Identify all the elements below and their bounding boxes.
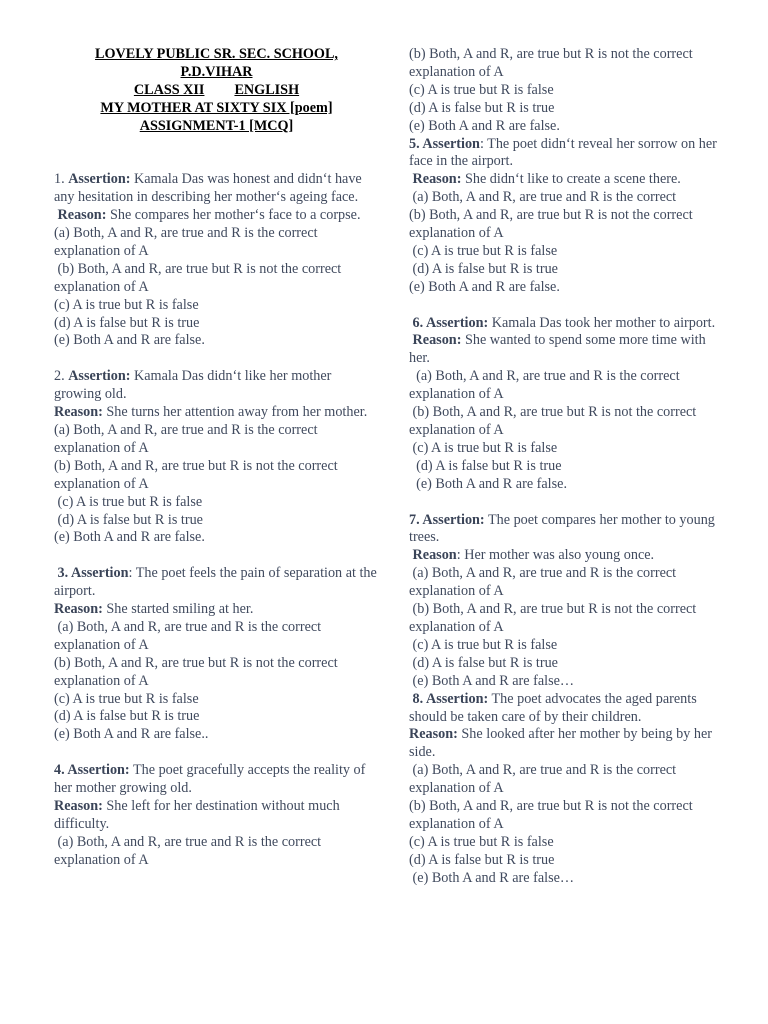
reason-label: Reason:: [412, 332, 462, 349]
option-c: (c) A is true but R is false: [409, 833, 554, 850]
assertion-label: 6. Assertion:: [412, 314, 489, 331]
option-b: (b) Both, A and R, are true but R is not the correct explanation of A: [409, 601, 697, 635]
option-d: (d) A is false but R is true: [412, 654, 558, 671]
assertion-label: 8. Assertion:: [412, 690, 489, 707]
reason-text: She looked after her mother by being by her side.: [409, 726, 712, 761]
assertion-text: : The poet didn‘t reveal her sorrow on her face in the airport.: [409, 135, 717, 170]
option-a: (a) Both, A and R, are true and R is the correct explanation of A: [409, 762, 677, 797]
assertion-label: 7. Assertion:: [409, 511, 485, 528]
option-a: (a) Both, A and R, are true and R is the correct explanation of A: [54, 421, 318, 456]
poem-title: MY MOTHER AT SIXTY SIX [poem]: [100, 99, 333, 116]
question-6: [409, 315, 729, 494]
option-d: (d) A is false but R is true: [54, 708, 200, 725]
option-d: (d) A is false but R is true: [57, 511, 203, 528]
assertion-text: The poet gracefully accepts the reality of her mother growing old.: [54, 762, 366, 797]
document-header: [54, 46, 379, 136]
reason-label: Reason:: [54, 601, 103, 618]
assertion-4: [54, 762, 379, 798]
option-b: (b) Both, A and R, are true but R is not the correct explanation of A: [54, 260, 342, 295]
question-2: [54, 368, 379, 547]
question-3: [54, 565, 379, 744]
question-number: 2.: [54, 368, 69, 385]
option-e: (e) Both A and R are false..: [54, 726, 209, 743]
option-e: (e) Both A and R are false.: [54, 529, 205, 546]
reason-5: [409, 171, 729, 189]
assertion-label: Assertion:: [68, 171, 131, 188]
assertion-7: [409, 512, 729, 548]
reason-8: [409, 726, 729, 762]
option-a: (a) Both, A and R, are true and R is the correct explanation of A: [409, 368, 680, 403]
assertion-text: Kamala Das was honest and didn‘t have any hesitation in describing her mother‘s ageing face.: [54, 171, 362, 206]
option-b: (b) Both, A and R, are true but R is not the correct explanation of A: [409, 798, 693, 832]
option-c: (c) A is true but R is false: [412, 636, 558, 653]
assertion-1: [54, 171, 379, 207]
option-e: (e) Both A and R are false…: [412, 672, 575, 689]
assertion-text: The poet advocates the aged parents should be taken care of by their children.: [409, 690, 697, 725]
option-d: (d) A is false but R is true: [409, 99, 555, 116]
school-name: LOVELY PUBLIC SR. SEC. SCHOOL,: [95, 46, 338, 62]
question-7: [409, 512, 729, 691]
option-c: (c) A is true but R is false: [412, 439, 558, 456]
reason-text: She compares her mother‘s face to a corpse.: [106, 207, 361, 224]
option-e: (e) Both A and R are false.: [416, 475, 567, 492]
option-c: (c) A is true but R is false: [54, 690, 199, 707]
reason-text: She turns her attention away from her mother.: [102, 404, 368, 421]
option-c: (c) A is true but R is false: [412, 242, 558, 259]
question-4-continued: [409, 46, 729, 136]
option-b: (b) Both, A and R, are true but R is not the correct explanation of A: [54, 654, 338, 689]
reason-4: [54, 798, 379, 834]
reason-6: [409, 332, 729, 368]
option-b: (b) Both, A and R, are true but R is not the correct explanation of A: [54, 457, 338, 492]
reason-label: Reason:: [54, 797, 103, 814]
assertion-text: : The poet feels the pain of separation at the airport.: [54, 565, 377, 600]
reason-3: [54, 601, 379, 619]
option-c: (c) A is true but R is false: [57, 493, 203, 510]
question-1: [54, 171, 379, 350]
subject-label: ENGLISH: [234, 81, 300, 98]
left-column: [54, 46, 379, 870]
question-8: [409, 691, 729, 888]
class-label: CLASS XII: [133, 81, 205, 98]
option-a: (a) Both, A and R, are true and R is the correct: [412, 189, 677, 206]
question-number: 1.: [54, 171, 69, 188]
assertion-8: [409, 691, 729, 727]
assertion-label: 4. Assertion:: [54, 762, 130, 779]
option-d: (d) A is false but R is true: [54, 314, 200, 331]
option-c: (c) A is true but R is false: [54, 296, 199, 313]
option-a: (a) Both, A and R, are true and R is the correct explanation of A: [54, 833, 322, 868]
assignment-title: ASSIGNMENT-1 [MCQ]: [139, 117, 294, 134]
option-e: (e) Both A and R are false.: [54, 332, 205, 349]
option-b: (b) Both, A and R, are true but R is not the correct explanation of A: [409, 207, 693, 242]
reason-text: She didn‘t like to create a scene there.: [461, 171, 681, 188]
reason-text: She started smiling at her.: [102, 601, 254, 618]
reason-1: [54, 207, 379, 225]
option-c: (c) A is true but R is false: [409, 81, 554, 98]
reason-7: [409, 547, 729, 565]
option-d: (d) A is false but R is true: [416, 457, 562, 474]
reason-label: Reason:: [57, 207, 107, 224]
option-e: (e) Both A and R are false.: [409, 117, 560, 134]
assertion-6: [409, 315, 729, 333]
option-e: (e) Both A and R are false.: [409, 278, 560, 295]
reason-text: She left for her destination without much difficulty.: [54, 797, 340, 832]
question-5: [409, 136, 729, 297]
assertion-label: 3. Assertion: [57, 565, 129, 582]
option-a: (a) Both, A and R, are true and R is the correct explanation of A: [54, 618, 322, 653]
reason-2: [54, 404, 379, 422]
option-d: (d) A is false but R is true: [412, 260, 558, 277]
reason-label: Reason:: [54, 404, 103, 421]
option-d: (d) A is false but R is true: [409, 851, 555, 868]
class-subject: [54, 82, 379, 100]
option-e: (e) Both A and R are false…: [412, 869, 575, 886]
assertion-text: Kamala Das took her mother to airport.: [488, 314, 716, 331]
assertion-label: Assertion:: [68, 368, 131, 385]
reason-text: She wanted to spend some more time with her.: [409, 332, 706, 367]
reason-text: : Her mother was also young once.: [456, 547, 655, 564]
assertion-text: The poet compares her mother to young trees.: [409, 511, 715, 546]
school-place: P.D.VIHAR: [180, 63, 253, 80]
assertion-5: [409, 136, 729, 172]
assertion-3: [54, 565, 379, 601]
option-b: (b) Both, A and R, are true but R is not the correct explanation of A: [409, 46, 693, 80]
assertion-label: 5. Assertion: [409, 135, 480, 152]
right-column: [409, 46, 729, 888]
option-b: (b) Both, A and R, are true but R is not the correct explanation of A: [409, 404, 697, 439]
reason-label: Reason: [412, 547, 457, 564]
option-a: (a) Both, A and R, are true and R is the correct explanation of A: [409, 565, 677, 600]
option-a: (a) Both, A and R, are true and R is the correct explanation of A: [54, 225, 318, 259]
reason-label: Reason:: [412, 171, 462, 188]
question-4: [54, 762, 379, 869]
assertion-2: [54, 368, 379, 404]
reason-label: Reason:: [409, 726, 458, 743]
assertion-text: Kamala Das didn‘t like her mother growing old.: [54, 368, 332, 403]
